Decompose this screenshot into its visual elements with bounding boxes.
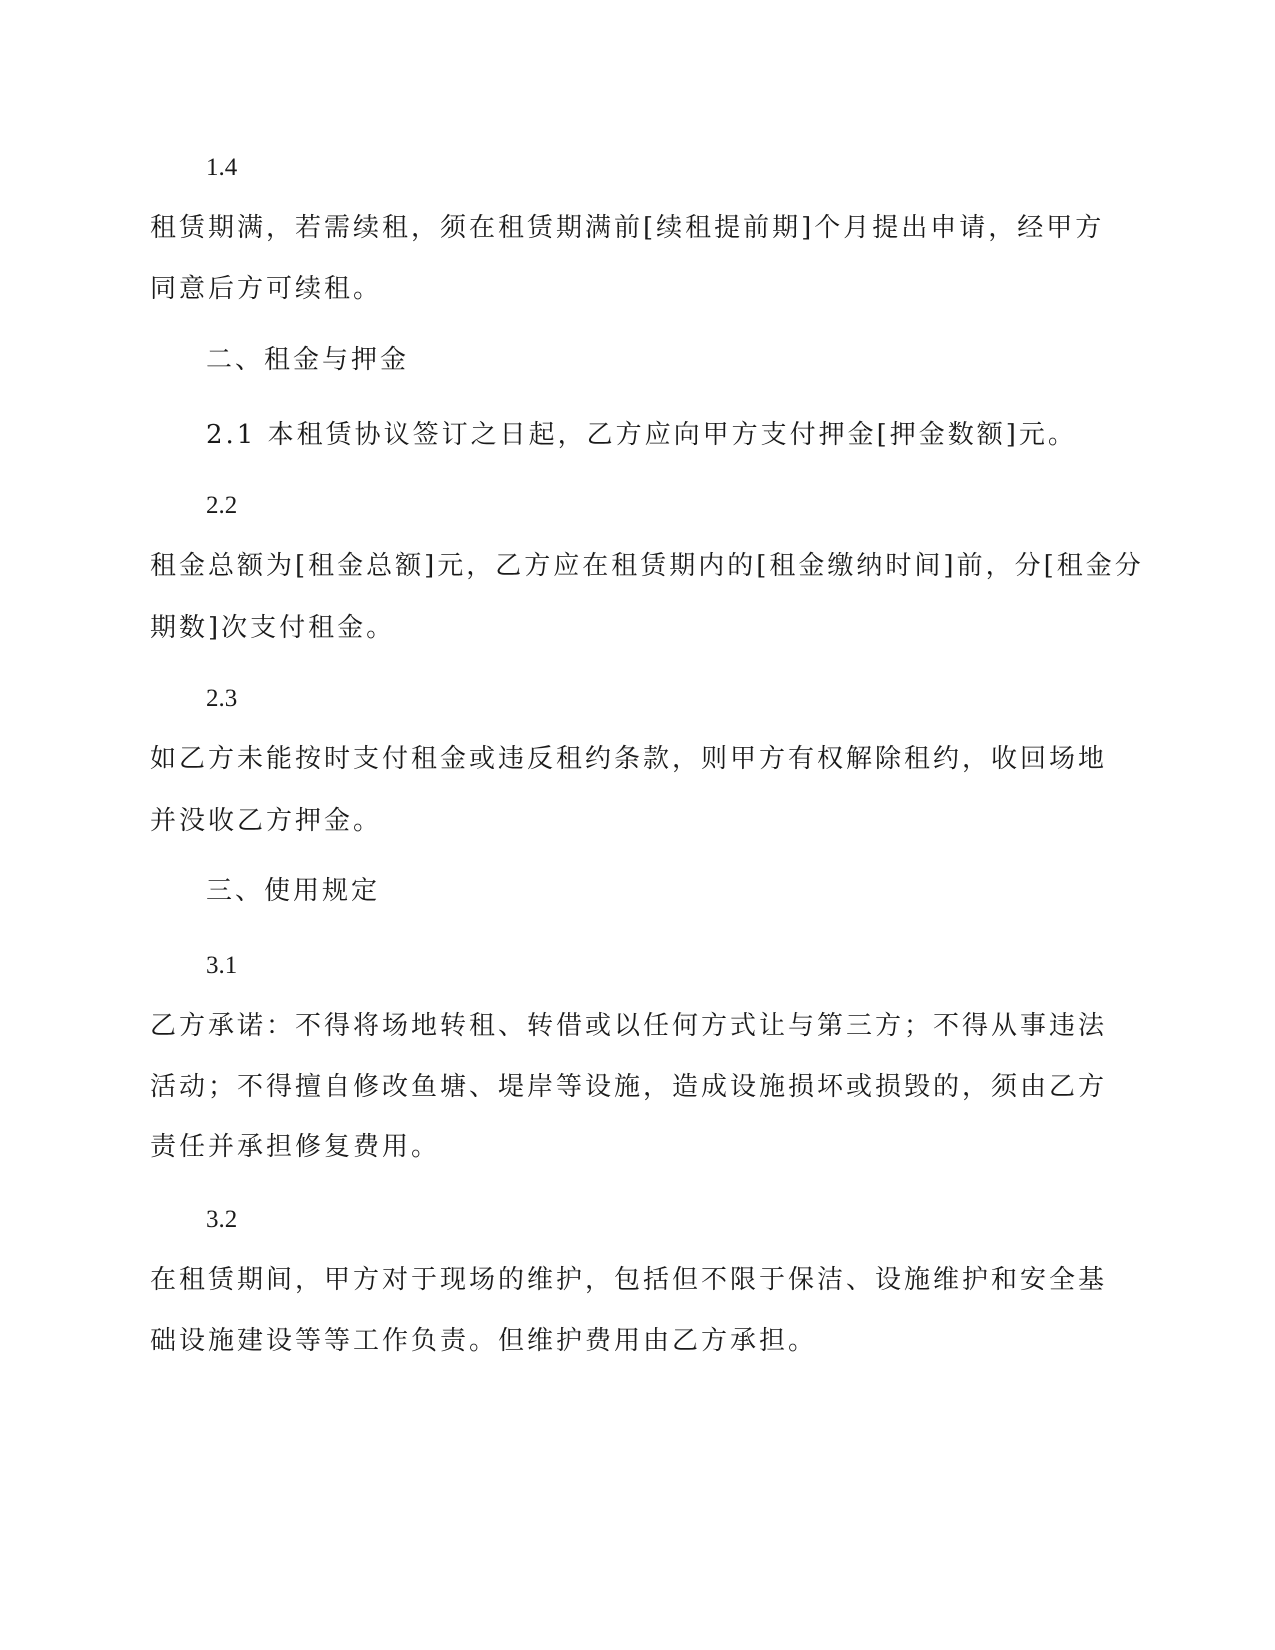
clause-number: 3.1	[206, 952, 238, 979]
section-heading: 二、租金与押金	[206, 345, 410, 375]
clause-text-line: 础设施建设等等工作负责。但维护费用由乙方承担。	[150, 1326, 818, 1356]
clause-text-line: 乙方承诺：不得将场地转租、转借或以任何方式让与第三方；不得从事违法	[150, 1011, 1108, 1041]
clause-text-line: 活动；不得擅自修改鱼塘、堤岸等设施，造成设施损坏或损毁的，须由乙方	[150, 1072, 1108, 1102]
clause-number: 2.2	[206, 492, 238, 519]
clause-number: 1.4	[206, 154, 238, 181]
clause-text-line: 同意后方可续租。	[150, 274, 383, 304]
clause-text-line: 并没收乙方押金。	[150, 806, 383, 836]
clause-text-line: 租赁期满，若需续租，须在租赁期满前[续租提前期]个月提出申请，经甲方	[150, 213, 1105, 243]
clause-text-line: 2.1 本租赁协议签订之日起，乙方应向甲方支付押金[押金数额]元。	[206, 420, 1077, 450]
clause-number: 3.2	[206, 1206, 238, 1233]
clause-number: 2.3	[206, 685, 238, 712]
clause-text-line: 租金总额为[租金总额]元，乙方应在租赁期内的[租金缴纳时间]前，分[租金分	[150, 551, 1144, 581]
clause-text-line: 如乙方未能按时支付租金或违反租约条款，则甲方有权解除租约，收回场地	[150, 744, 1108, 774]
section-heading: 三、使用规定	[206, 876, 381, 906]
clause-text-line: 责任并承担修复费用。	[150, 1132, 441, 1162]
clause-text-line: 在租赁期间，甲方对于现场的维护，包括但不限于保洁、设施维护和安全基	[150, 1265, 1108, 1295]
clause-text-line: 期数]次支付租金。	[150, 613, 396, 643]
